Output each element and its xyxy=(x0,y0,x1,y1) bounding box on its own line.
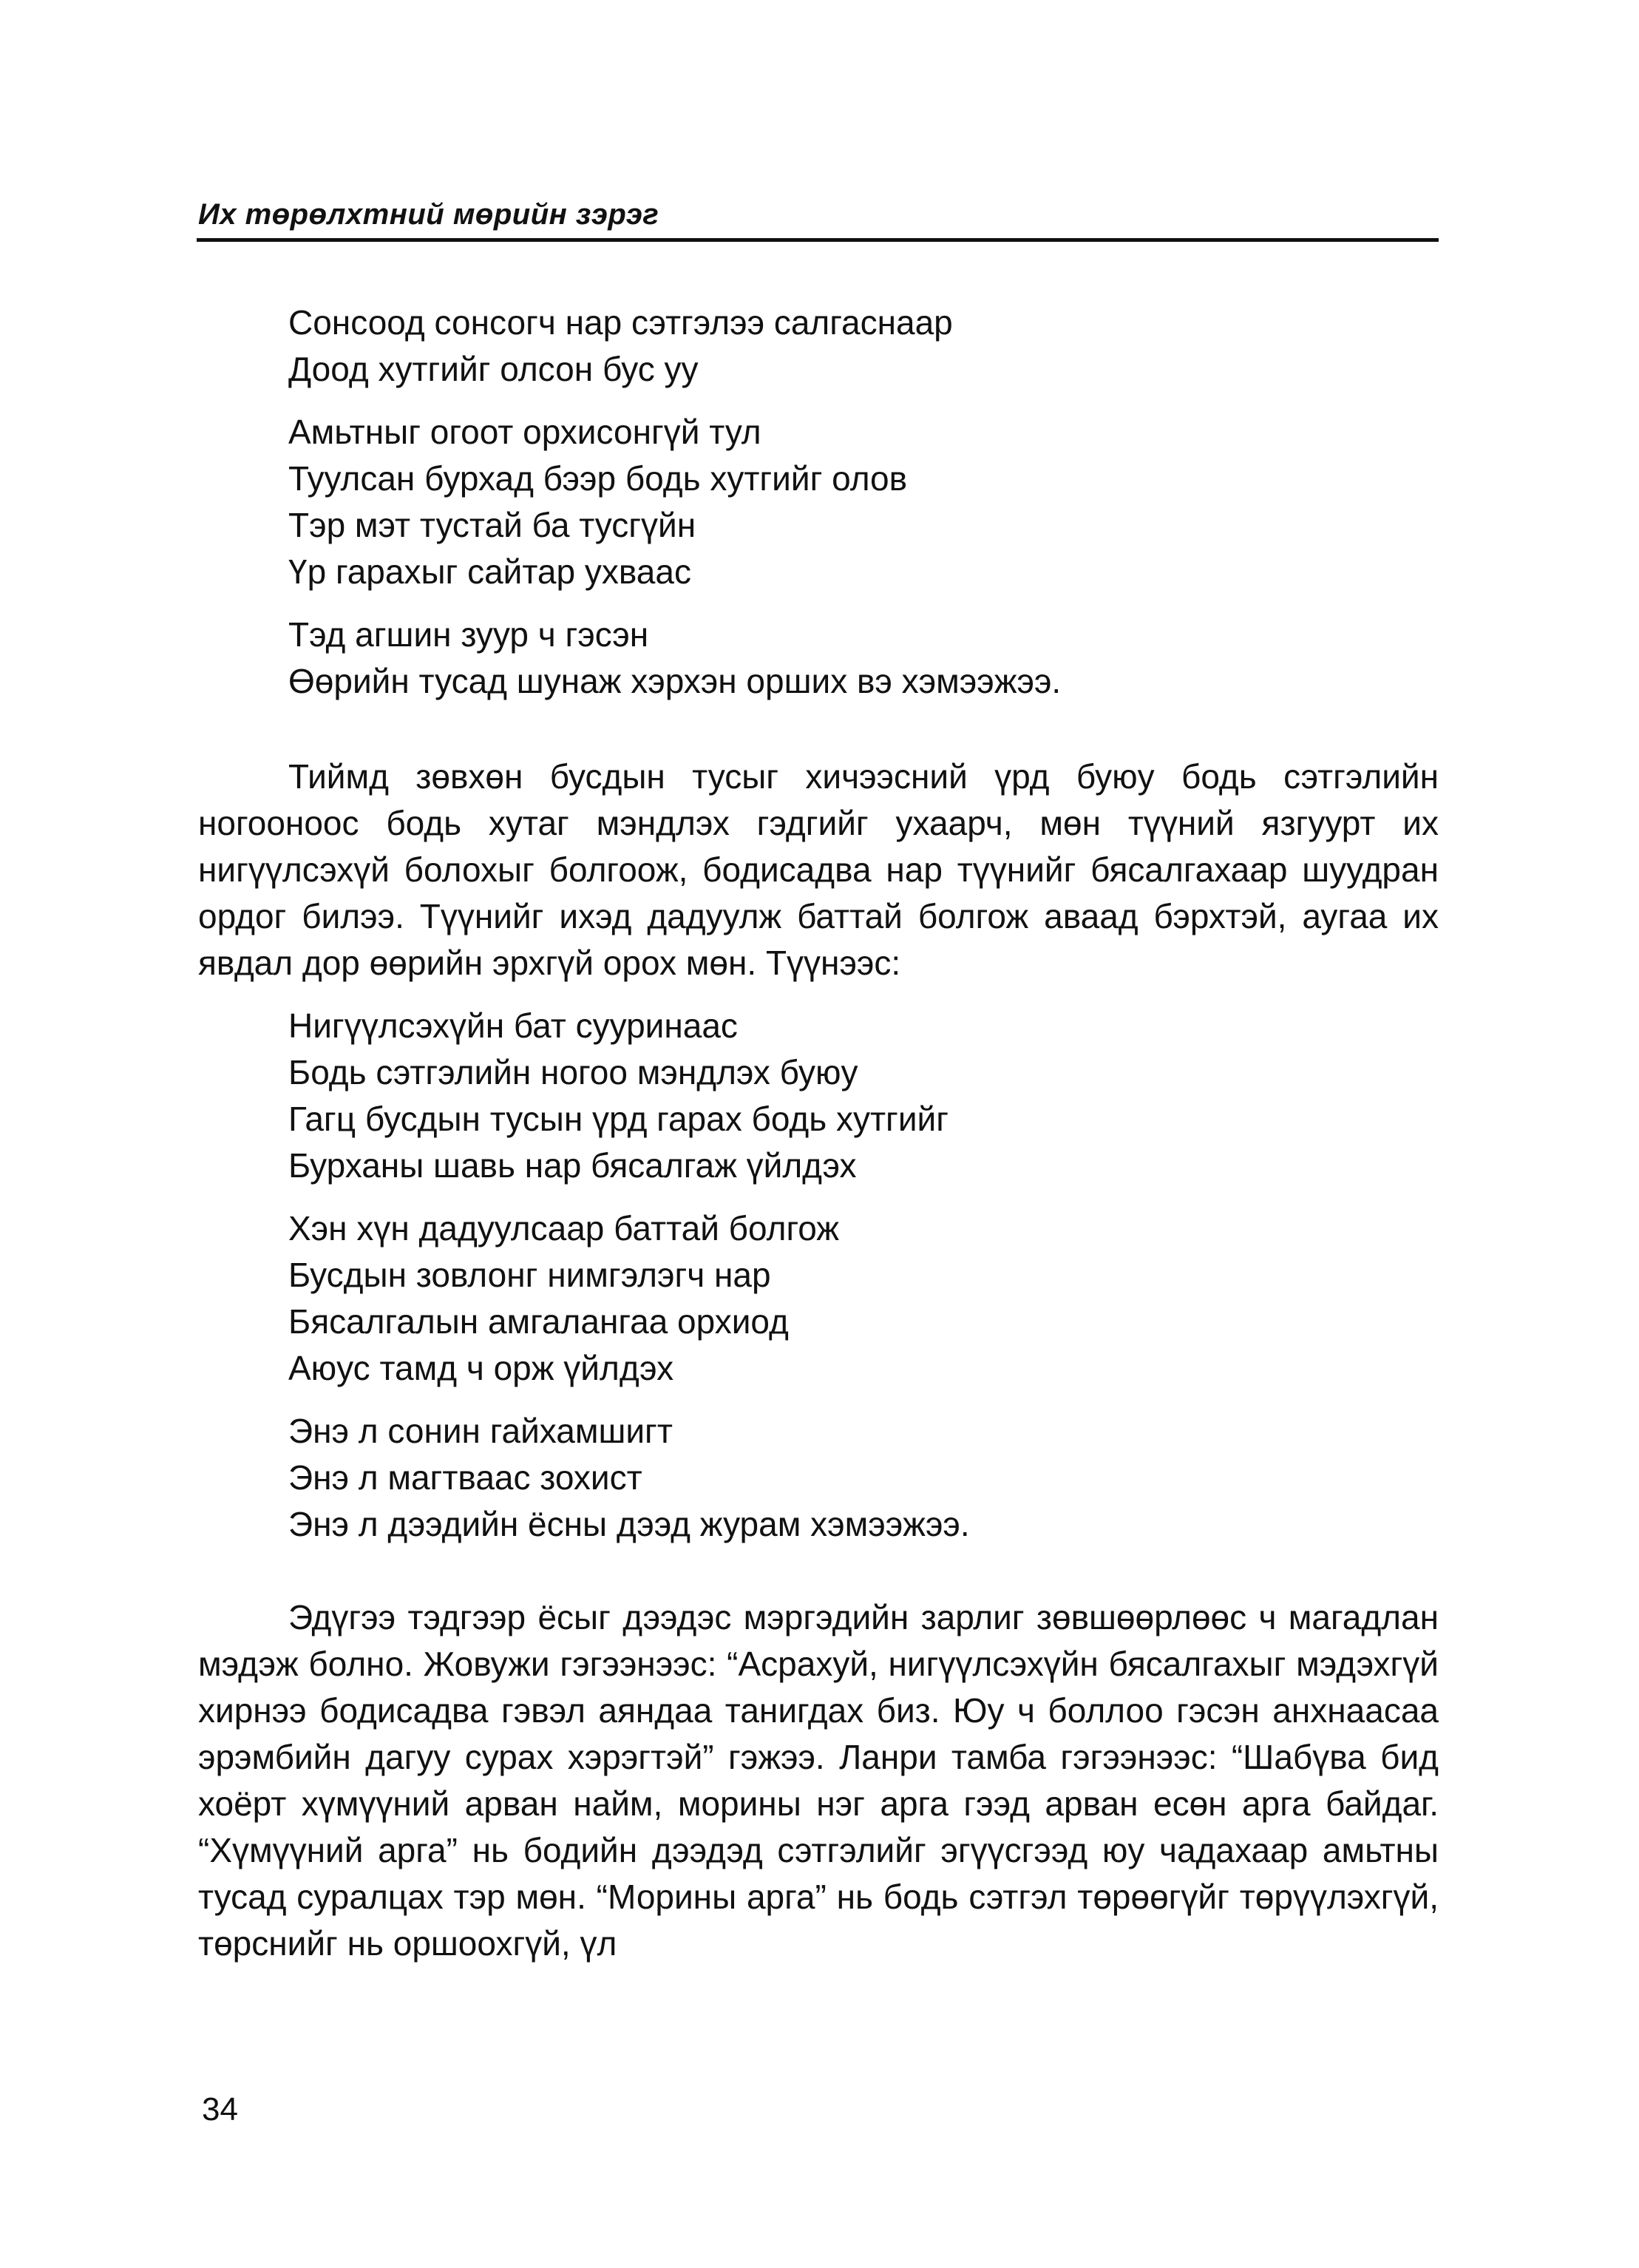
verse-line: Хэн хүн дадуулсаар баттай болгож xyxy=(288,1209,840,1248)
verse-stanza xyxy=(288,1205,1439,1392)
verse-line: Аюус тамд ч орж үйлдэх xyxy=(288,1349,674,1387)
verse-line: Тэр мэт тустай ба тусгүйн xyxy=(288,506,696,544)
body-paragraph: Тиймд зөвхөн бусдын тусыг хичээсний үрд буюу бодь сэтгэлийн ногооноос бодь хутаг мэндлэх гэдгийг ухаарч, мөн түүний язгуурт их нигүүлсэхүй болохыг болгоож, бодисадва нар түүнийг бясалгахаар шуудран ордог билээ. Түүнийг ихэд дадуулж баттай болгож аваад бэрхтэй, аугаа их явдал дор өөрийн эрхгүй орох мөн. Түүнээс: xyxy=(198,757,1439,982)
verse-stanza xyxy=(288,1408,1439,1548)
verse-line: Энэ л сонин гайхамшигт xyxy=(288,1412,673,1450)
verse-line: Тэд агшин зуур ч гэсэн xyxy=(288,615,649,654)
body-paragraph: Эдүгээ тэдгээр ёсыг дээдэс мэргэдийн зарлиг зөвшөөрлөөс ч магадлан мэдэж болно. Жовужи гэгээнээс: “Асрахуй, нигүүлсэхүйн бясалгахыг мэдэхгүй хирнээ бодисадва гэвэл аяндаа танигдах биз. Юу ч боллоо гэсэн анхнаасаа эрэмбийн дагуу сурах хэрэгтэй” гэжээ. Ланри тамба гэгээнээс: “Шабүва бид хоёрт хүмүүний арван найм, морины нэг арга гээд арван есөн арга байдаг. “Хүмүүний арга” нь бодийн дээдэд сэтгэлийг эгүүсгээд юу чадахаар амьтны тусад суралцах тэр мөн. “Морины арга” нь бодь сэтгэл төрөөгүйг төрүүлэхгүй, төрснийг нь оршоохгүй, үл xyxy=(198,1598,1439,1963)
verse-line: Амьтныг огоот орхисонгүй тул xyxy=(288,413,761,451)
verse-line: Энэ л магтваас зохист xyxy=(288,1458,642,1497)
prose-block-1 xyxy=(198,754,1439,986)
page-number: 34 xyxy=(202,2091,238,2127)
verse-stanza xyxy=(288,1003,1439,1189)
verse-line: Гагц бусдын тусын үрд гарах бодь хутгийг xyxy=(288,1100,949,1138)
verse-line: Доод хутгийг олсон бус уу xyxy=(288,350,699,388)
verse-line: Бурханы шавь нар бясалгаж үйлдэх xyxy=(288,1146,857,1185)
verse-stanza xyxy=(288,612,1439,705)
verse-line: Бодь сэтгэлийн ногоо мэндлэх буюу xyxy=(288,1053,858,1091)
verse-stanza xyxy=(288,299,1439,393)
verse-line: Туулсан бурхад бээр бодь хутгийг олов xyxy=(288,459,908,498)
verse-line: Үр гарахыг сайтар ухваас xyxy=(288,552,691,591)
verse-line: Нигүүлсэхүйн бат сууринаас xyxy=(288,1006,738,1045)
header-rule xyxy=(197,238,1439,242)
verse-stanza xyxy=(288,409,1439,595)
verse-line: Бусдын зовлонг нимгэлэгч нар xyxy=(288,1256,771,1294)
prose-block-2 xyxy=(198,1594,1439,1967)
verse-line: Энэ л дээдийн ёсны дээд журам хэмээжээ. xyxy=(288,1505,970,1543)
verse-line: Сонсоод сонсогч нар сэтгэлээ салгаснаар xyxy=(288,303,953,342)
running-title: Их төрөлхтний мөрийн зэрэг xyxy=(198,198,659,231)
verse-block-1 xyxy=(198,299,1439,721)
verse-line: Өөрийн тусад шунаж хэрхэн орших вэ хэмээжээ. xyxy=(288,662,1062,700)
verse-block-2 xyxy=(198,1003,1439,1564)
verse-line: Бясалгалын амгалангаа орхиод xyxy=(288,1302,789,1341)
